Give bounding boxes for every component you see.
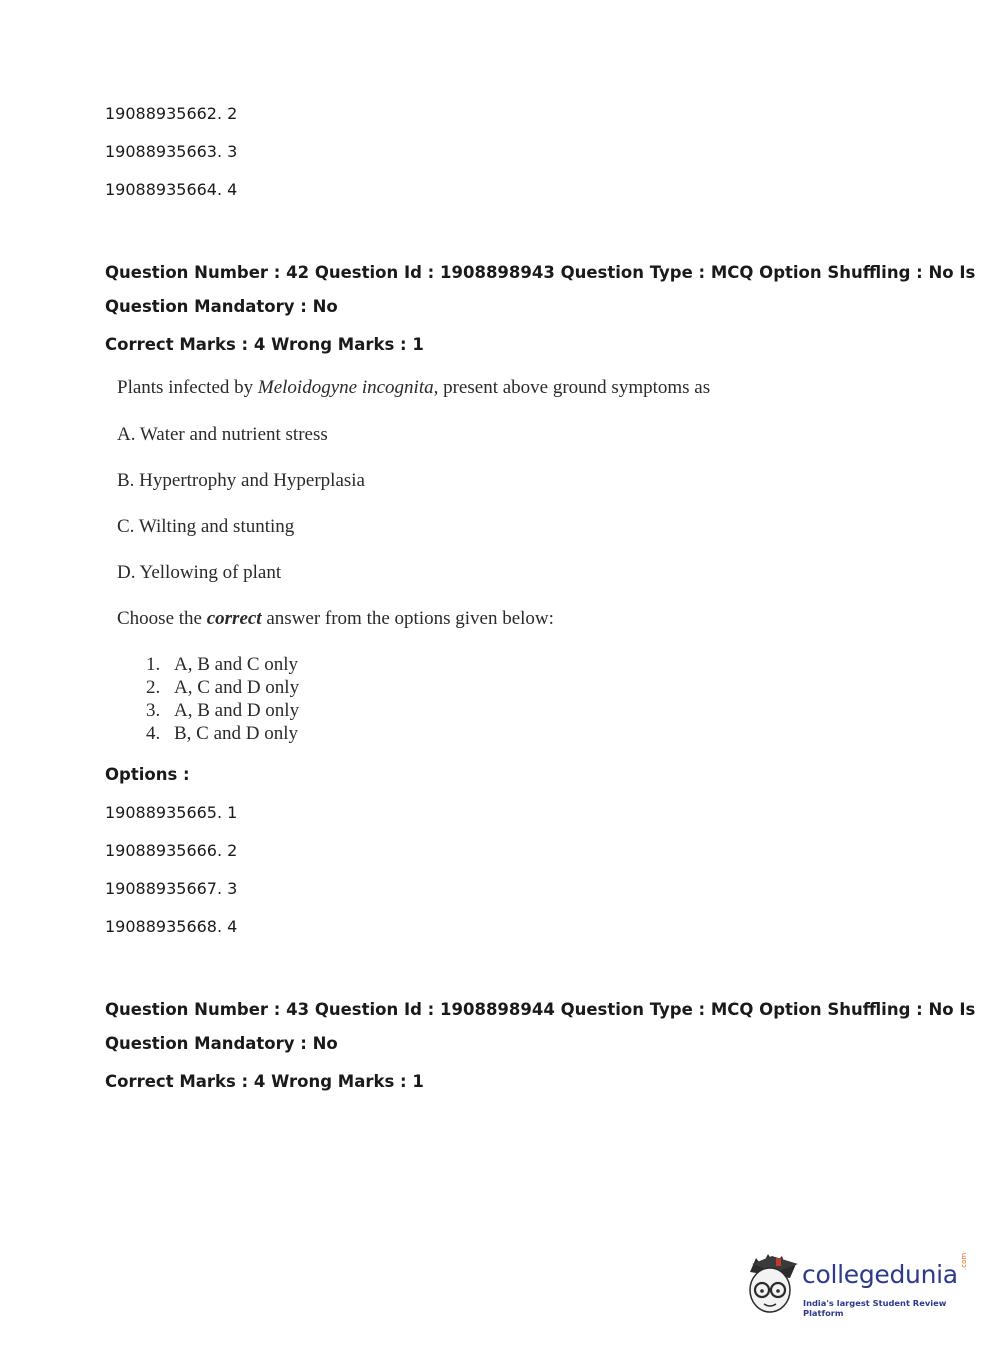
- brand-dotcom: .com: [960, 1252, 968, 1270]
- stem-text: Plants infected by: [117, 377, 258, 398]
- statement-item: A. Water and nutrient stress: [117, 424, 328, 445]
- answer-text: A, B and C only: [174, 654, 299, 675]
- answer-text: A, B and D only: [174, 700, 300, 721]
- statement-item: B. Hypertrophy and Hyperplasia: [117, 470, 365, 491]
- answer-choice: [146, 654, 298, 676]
- option-line: 19088935667. 3: [105, 879, 238, 898]
- answer-number: 1.: [146, 654, 161, 675]
- mascot-icon: [742, 1250, 802, 1320]
- option-line: 19088935668. 4: [105, 917, 238, 936]
- stem-species: Meloidogyne incognita: [257, 377, 434, 398]
- option-line: 19088935662. 2: [105, 104, 238, 123]
- answer-number: 4.: [146, 723, 161, 744]
- options-label: Options :: [105, 765, 190, 784]
- brand-tagline: India's largest Student Review Platform: [803, 1298, 947, 1318]
- brand-name: collegedunia: [802, 1260, 958, 1289]
- option-line: 19088935664. 4: [105, 180, 238, 199]
- answer-number: 3.: [146, 700, 161, 721]
- answer-choice: [146, 700, 299, 722]
- choose-instruction: [117, 608, 554, 630]
- instruction-text: answer from the options given below:: [261, 608, 554, 629]
- question-header: Question Number : 43 Question Id : 1908898944 Question Type : MCQ Option Shuffling : No Is: [105, 1000, 976, 1019]
- answer-number: 2.: [146, 677, 161, 698]
- statement-item: C. Wilting and stunting: [117, 516, 295, 537]
- instruction-text: Choose the: [117, 608, 207, 629]
- answer-text: B, C and D only: [174, 723, 299, 744]
- question-mandatory: Question Mandatory : No: [105, 1034, 338, 1053]
- option-line: 19088935663. 3: [105, 142, 238, 161]
- answer-choice: [146, 723, 298, 745]
- option-line: 19088935666. 2: [105, 841, 238, 860]
- stem-text: , present above ground symptoms as: [433, 377, 711, 398]
- collegedunia-logo: [742, 1250, 972, 1320]
- option-line: 19088935665. 1: [105, 803, 238, 822]
- question-header: Question Number : 42 Question Id : 1908898943 Question Type : MCQ Option Shuffling : No Is: [105, 263, 976, 282]
- question-marks: Correct Marks : 4 Wrong Marks : 1: [105, 1072, 424, 1091]
- answer-text: A, C and D only: [174, 677, 300, 698]
- instruction-emphasis: correct: [206, 608, 262, 629]
- question-stem: [117, 377, 710, 399]
- statement-item: D. Yellowing of plant: [117, 562, 282, 583]
- question-marks: Correct Marks : 4 Wrong Marks : 1: [105, 335, 424, 354]
- question-mandatory: Question Mandatory : No: [105, 297, 338, 316]
- answer-choice: [146, 677, 299, 699]
